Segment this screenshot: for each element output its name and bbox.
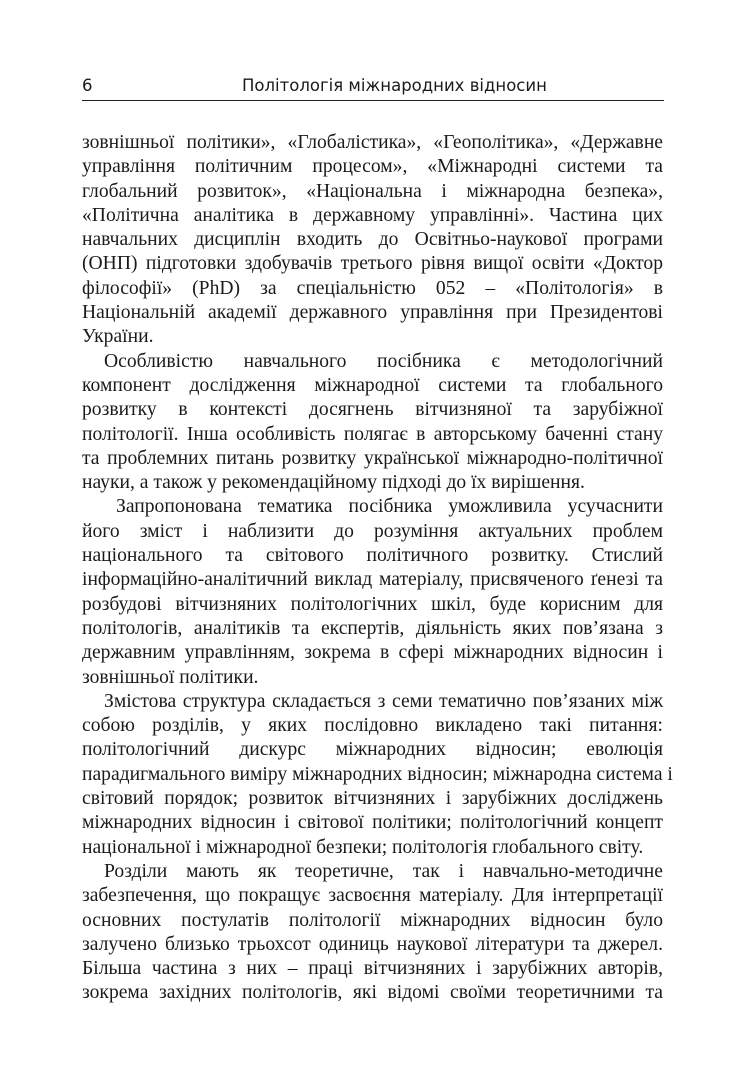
paragraph: [82, 495, 663, 689]
paragraph: [82, 131, 663, 350]
text-line: залучено близько трьохсот одиниць наукової літератури та джерел.: [82, 933, 663, 955]
text-line: «Політична аналітика в державному управлінні». Частина цих: [82, 204, 663, 226]
text-line: філософії» (PhD) за спеціальністю 052 – «Політологія» в: [82, 277, 663, 299]
text-line: розвитку в контексті досягнень вітчизняної та зарубіжної: [82, 399, 663, 421]
text-line: компонент дослідження міжнародної системи та глобального: [82, 374, 663, 396]
text-line: Розділи мають як теоретичне, так і навчально-методичне: [104, 860, 663, 882]
text-line: (ОНП) підготовки здобувачів третього рівня вищої освіти «Доктор: [82, 253, 663, 275]
text-line: міжнародних відносин і світової політики; політологічний концепт: [82, 812, 663, 834]
text-line: світовий порядок; розвиток вітчизняних і зарубіжних досліджень: [82, 788, 663, 810]
text-line: політології. Інша особливість полягає в авторському баченні стану: [82, 423, 663, 445]
text-line: собою розділів, у яких послідовно викладено такі питання:: [82, 715, 663, 737]
text-line: України.: [82, 326, 154, 348]
text-line: політологічний дискурс міжнародних відносин; еволюція: [82, 739, 663, 761]
text-line: Запропонована тематика посібника уможливила усучаснити: [116, 496, 663, 518]
text-line: Особливістю навчального посібника є методологічний: [104, 350, 663, 372]
text-line: управління політичним процесом», «Міжнародні системи та: [82, 156, 663, 178]
text-line: політологів, аналітиків та експертів, діяльність яких пов’язана з: [82, 617, 663, 639]
text-line: основних постулатів політології міжнародних відносин було: [82, 909, 663, 931]
text-line: науки, а також у рекомендаційному підході до їх вирішення.: [82, 472, 585, 494]
text-line: його зміст і наблизити до розуміння актуальних проблем: [82, 520, 663, 542]
paragraph: [82, 350, 663, 496]
text-line: забезпечення, що покращує засвоєння матеріалу. Для інтерпретації: [82, 885, 663, 907]
text-line: національної і міжнародної безпеки; політологія глобального світу.: [82, 836, 644, 858]
text-line: розбудові вітчизняних політологічних шкіл, буде корисним для: [82, 593, 663, 615]
paragraph: [82, 860, 663, 1006]
text-line: державним управлінням, зокрема в сфері міжнародних відносин і: [82, 642, 663, 664]
text-line: Національній академії державного управління при Президентові: [82, 302, 663, 324]
text-line: парадигмального виміру міжнародних відносин; міжнародна система і: [82, 763, 673, 785]
text-line: навчальних дисциплін входить до Освітньо-наукової програми: [82, 229, 663, 251]
header-rule: [82, 100, 664, 101]
text-line: зовнішньої політики», «Глобалістика», «Геополітика», «Державне: [82, 132, 663, 153]
running-title: Політологія міжнародних відносин: [242, 76, 547, 95]
paragraph: [82, 690, 673, 860]
text-line: Більша частина з них – праці вітчизняних і зарубіжних авторів,: [82, 958, 663, 980]
text-line: зовнішньої політики.: [82, 666, 259, 688]
text-line: Змістова структура складається з семи тематично пов’язаних між: [104, 690, 663, 712]
text-line: та проблемних питань розвитку української міжнародно-політичної: [82, 447, 663, 469]
text-line: інформаційно-аналітичний виклад матеріалу, присвяченого ґенезі та: [82, 569, 663, 591]
body-text: [82, 131, 673, 1006]
text-line: національного та світового політичного розвитку. Стислий: [82, 545, 663, 567]
page-header: [82, 76, 663, 98]
text-line: глобальний розвиток», «Національна і міжнародна безпека»,: [82, 180, 663, 202]
page-number: 6: [82, 76, 93, 95]
text-line: зокрема західних політологів, які відомі своїми теоретичними та: [82, 982, 663, 1004]
